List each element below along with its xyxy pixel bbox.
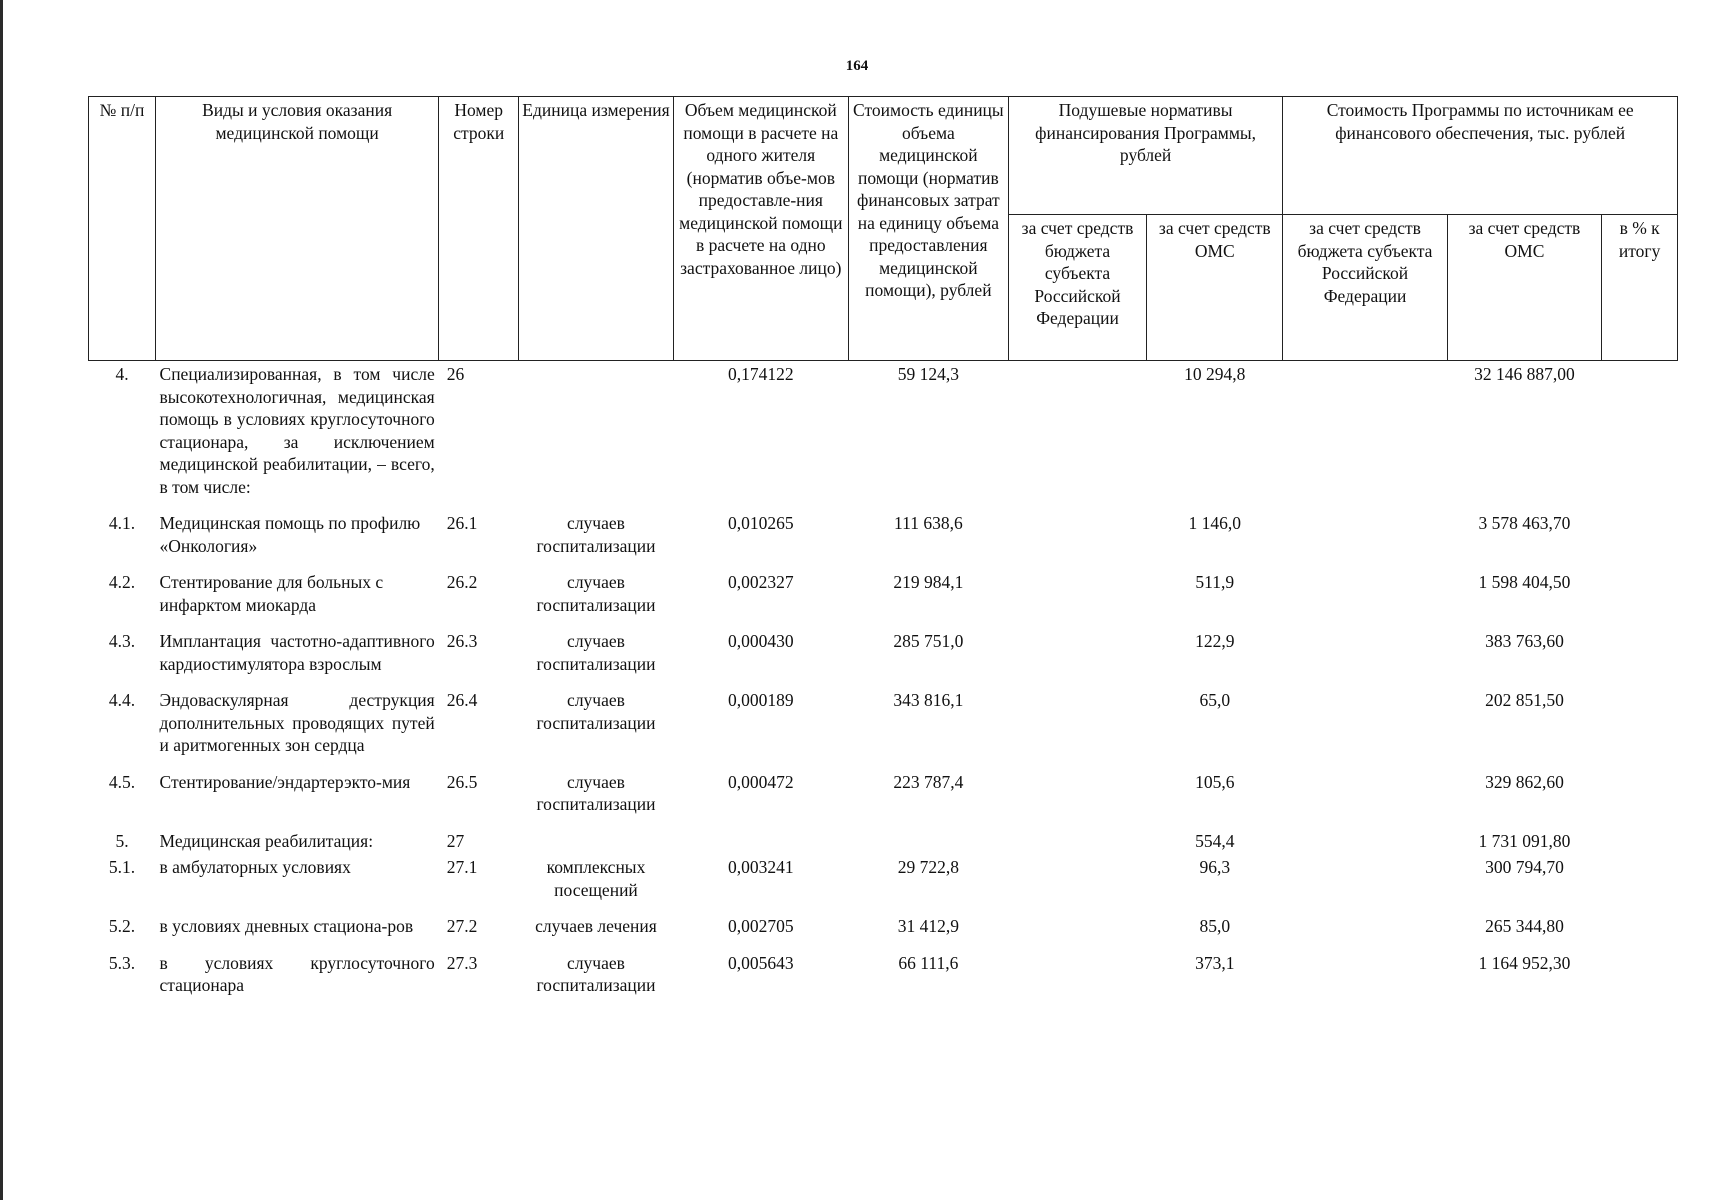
row-unit: случаев лечения bbox=[535, 916, 657, 936]
row-unit: случаев госпитализации bbox=[536, 771, 656, 814]
table-row bbox=[89, 854, 1678, 913]
table-row bbox=[89, 510, 1678, 569]
row-percent bbox=[1602, 950, 1678, 999]
header-prog-percent: в % к итогу bbox=[1602, 215, 1678, 361]
row-unit bbox=[519, 828, 674, 855]
row-pc-oms: 10 294,8 bbox=[1184, 364, 1246, 384]
header-per-capita: Подушевые нормативы финансирования Программы, рублей bbox=[1008, 97, 1283, 215]
row-pc-oms: 96,3 bbox=[1199, 857, 1231, 877]
table-header bbox=[89, 97, 1678, 361]
row-num: 4.2. bbox=[108, 572, 136, 592]
row-prog-budget bbox=[1283, 628, 1447, 687]
table-row bbox=[89, 628, 1678, 687]
row-line: 26.1 bbox=[446, 513, 478, 533]
row-name: в амбулаторных условиях bbox=[159, 857, 351, 877]
row-pc-oms: 85,0 bbox=[1199, 916, 1231, 936]
row-line: 27.1 bbox=[446, 857, 478, 877]
row-prog-oms: 265 344,80 bbox=[1485, 916, 1564, 936]
header-types: Виды и условия оказания медицинской помощи bbox=[156, 97, 439, 361]
row-prog-budget bbox=[1283, 569, 1447, 628]
row-prog-oms: 300 794,70 bbox=[1485, 857, 1564, 877]
row-volume: 0,000472 bbox=[728, 771, 794, 792]
row-pc-budget bbox=[1008, 913, 1146, 950]
row-percent bbox=[1602, 854, 1678, 913]
row-name: Стентирование/эндартерэкто-мия bbox=[159, 771, 411, 792]
row-line: 27.2 bbox=[446, 916, 478, 936]
row-volume bbox=[673, 828, 848, 855]
row-pc-oms: 105,6 bbox=[1195, 771, 1235, 792]
row-prog-oms: 329 862,60 bbox=[1485, 771, 1564, 792]
row-cost: 219 984,1 bbox=[893, 572, 964, 592]
row-num: 5.1. bbox=[108, 857, 136, 877]
row-pc-oms: 511,9 bbox=[1195, 572, 1235, 592]
row-percent bbox=[1602, 361, 1678, 511]
row-line: 27.3 bbox=[446, 952, 478, 973]
header-line-no: Номер строки bbox=[439, 97, 519, 361]
row-cost: 343 816,1 bbox=[893, 690, 964, 710]
row-name: Медицинская помощь по профилю «Онкология» bbox=[159, 513, 421, 556]
row-volume: 0,005643 bbox=[728, 952, 794, 973]
row-cost: 29 722,8 bbox=[897, 857, 959, 877]
row-unit: случаев госпитализации bbox=[536, 631, 656, 674]
row-name: в условиях круглосуточного стационара bbox=[159, 952, 435, 995]
row-num: 4.3. bbox=[108, 631, 136, 651]
row-name: Эндоваскулярная деструкция дополнительных проводящих путей и аритмогенных зон сердца bbox=[159, 690, 435, 755]
row-percent bbox=[1602, 687, 1678, 769]
document-sheet bbox=[88, 96, 1678, 999]
row-prog-budget bbox=[1283, 913, 1447, 950]
row-pc-budget bbox=[1008, 950, 1146, 999]
row-name: Стентирование для больных с инфарктом миокарда bbox=[159, 572, 384, 615]
row-num: 5. bbox=[115, 830, 129, 851]
row-percent bbox=[1602, 510, 1678, 569]
row-name: в условиях дневных стациона-ров bbox=[159, 916, 414, 936]
row-percent bbox=[1602, 828, 1678, 855]
row-pc-budget bbox=[1008, 828, 1146, 855]
row-prog-budget bbox=[1283, 854, 1447, 913]
row-prog-oms: 1 164 952,30 bbox=[1478, 952, 1571, 973]
header-volume: Объем медицинской помощи в расчете на одного жителя (норматив объе-мов предоставле-ния медицинской помощи в расчете на одно застрахованное лицо) bbox=[673, 97, 848, 361]
row-percent bbox=[1602, 769, 1678, 828]
header-prog-budget: за счет средств бюджета субъекта Российской Федерации bbox=[1283, 215, 1447, 361]
row-name: Имплантация частотно-адаптивного кардиостимулятора взрослым bbox=[159, 631, 435, 674]
row-percent bbox=[1602, 628, 1678, 687]
row-cost: 285 751,0 bbox=[893, 631, 964, 651]
row-prog-oms: 3 578 463,70 bbox=[1478, 513, 1571, 533]
row-volume: 0,003241 bbox=[728, 857, 794, 877]
row-pc-budget bbox=[1008, 510, 1146, 569]
row-pc-oms: 65,0 bbox=[1199, 690, 1231, 710]
row-prog-oms: 1 731 091,80 bbox=[1478, 830, 1571, 851]
row-pc-budget bbox=[1008, 569, 1146, 628]
row-prog-budget bbox=[1283, 687, 1447, 769]
table-row bbox=[89, 687, 1678, 769]
row-percent bbox=[1602, 569, 1678, 628]
header-program-cost: Стоимость Программы по источникам ее финансового обеспечения, тыс. рублей bbox=[1283, 97, 1678, 215]
table-row bbox=[89, 769, 1678, 828]
row-cost bbox=[848, 828, 1008, 855]
row-volume: 0,174122 bbox=[728, 364, 794, 384]
row-percent bbox=[1602, 913, 1678, 950]
row-pc-budget bbox=[1008, 769, 1146, 828]
row-line: 26.2 bbox=[446, 572, 478, 592]
row-line: 26.3 bbox=[446, 631, 478, 651]
row-num: 5.3. bbox=[108, 952, 136, 973]
row-name: Медицинская реабилитация: bbox=[159, 830, 374, 851]
row-volume: 0,010265 bbox=[728, 513, 794, 533]
row-num: 4.5. bbox=[108, 771, 136, 792]
row-num: 4.4. bbox=[108, 690, 136, 710]
row-prog-budget bbox=[1283, 510, 1447, 569]
row-prog-budget bbox=[1283, 828, 1447, 855]
table-row bbox=[89, 569, 1678, 628]
row-prog-budget bbox=[1283, 950, 1447, 999]
row-prog-oms: 383 763,60 bbox=[1485, 631, 1564, 651]
row-unit: случаев госпитализации bbox=[536, 572, 656, 615]
row-num: 5.2. bbox=[108, 916, 136, 936]
header-cost: Стоимость единицы объема медицинской помощи (норматив финансовых затрат на единицу объема предоставления медицинской помощи), рублей bbox=[848, 97, 1008, 361]
row-cost: 66 111,6 bbox=[898, 952, 959, 973]
financing-table bbox=[88, 96, 1678, 999]
row-line: 26 bbox=[446, 364, 465, 384]
row-unit bbox=[519, 361, 674, 511]
row-line: 27 bbox=[446, 830, 465, 851]
row-line: 26.4 bbox=[446, 690, 478, 710]
row-prog-oms: 202 851,50 bbox=[1485, 690, 1564, 710]
table-body bbox=[89, 361, 1678, 999]
row-volume: 0,002705 bbox=[728, 916, 794, 936]
row-prog-oms: 1 598 404,50 bbox=[1478, 572, 1571, 592]
row-num: 4.1. bbox=[108, 513, 136, 533]
row-volume: 0,000189 bbox=[728, 690, 794, 710]
header-num: № п/п bbox=[89, 97, 156, 361]
header-pc-budget: за счет средств бюджета субъекта Российской Федерации bbox=[1008, 215, 1146, 361]
row-cost: 31 412,9 bbox=[897, 916, 959, 936]
table-row bbox=[89, 913, 1678, 950]
row-unit: случаев госпитализации bbox=[536, 952, 656, 995]
table-row bbox=[89, 361, 1678, 511]
row-unit: случаев госпитализации bbox=[536, 690, 656, 733]
row-unit: случаев госпитализации bbox=[536, 513, 656, 556]
page-number: 164 bbox=[845, 58, 869, 74]
row-pc-budget bbox=[1008, 361, 1146, 511]
scan-edge bbox=[0, 0, 3, 1200]
row-cost: 223 787,4 bbox=[893, 771, 964, 792]
row-prog-budget bbox=[1283, 769, 1447, 828]
row-prog-oms: 32 146 887,00 bbox=[1474, 364, 1575, 384]
row-volume: 0,000430 bbox=[728, 631, 794, 651]
row-volume: 0,002327 bbox=[728, 572, 794, 592]
table-row bbox=[89, 828, 1678, 855]
row-name: Специализированная, в том числе высокотехнологичная, медицинская помощь в условиях круглосуточного стационара, за исключением медицинской реабилитации, – всего, в том числе: bbox=[159, 364, 435, 497]
row-pc-oms: 554,4 bbox=[1195, 830, 1235, 851]
row-pc-budget bbox=[1008, 687, 1146, 769]
row-unit: комплексных посещений bbox=[546, 857, 646, 900]
row-num: 4. bbox=[115, 364, 129, 384]
row-cost: 59 124,3 bbox=[897, 364, 959, 384]
row-cost: 111 638,6 bbox=[894, 513, 963, 533]
row-pc-budget bbox=[1008, 628, 1146, 687]
row-pc-oms: 122,9 bbox=[1195, 631, 1235, 651]
row-line: 26.5 bbox=[446, 771, 478, 792]
header-pc-oms: за счет средств ОМС bbox=[1147, 215, 1283, 361]
row-prog-budget bbox=[1283, 361, 1447, 511]
table-row bbox=[89, 950, 1678, 999]
row-pc-oms: 1 146,0 bbox=[1188, 513, 1242, 533]
header-unit: Единица измерения bbox=[519, 97, 674, 361]
row-pc-budget bbox=[1008, 854, 1146, 913]
row-pc-oms: 373,1 bbox=[1195, 952, 1235, 973]
header-prog-oms: за счет средств ОМС bbox=[1447, 215, 1602, 361]
